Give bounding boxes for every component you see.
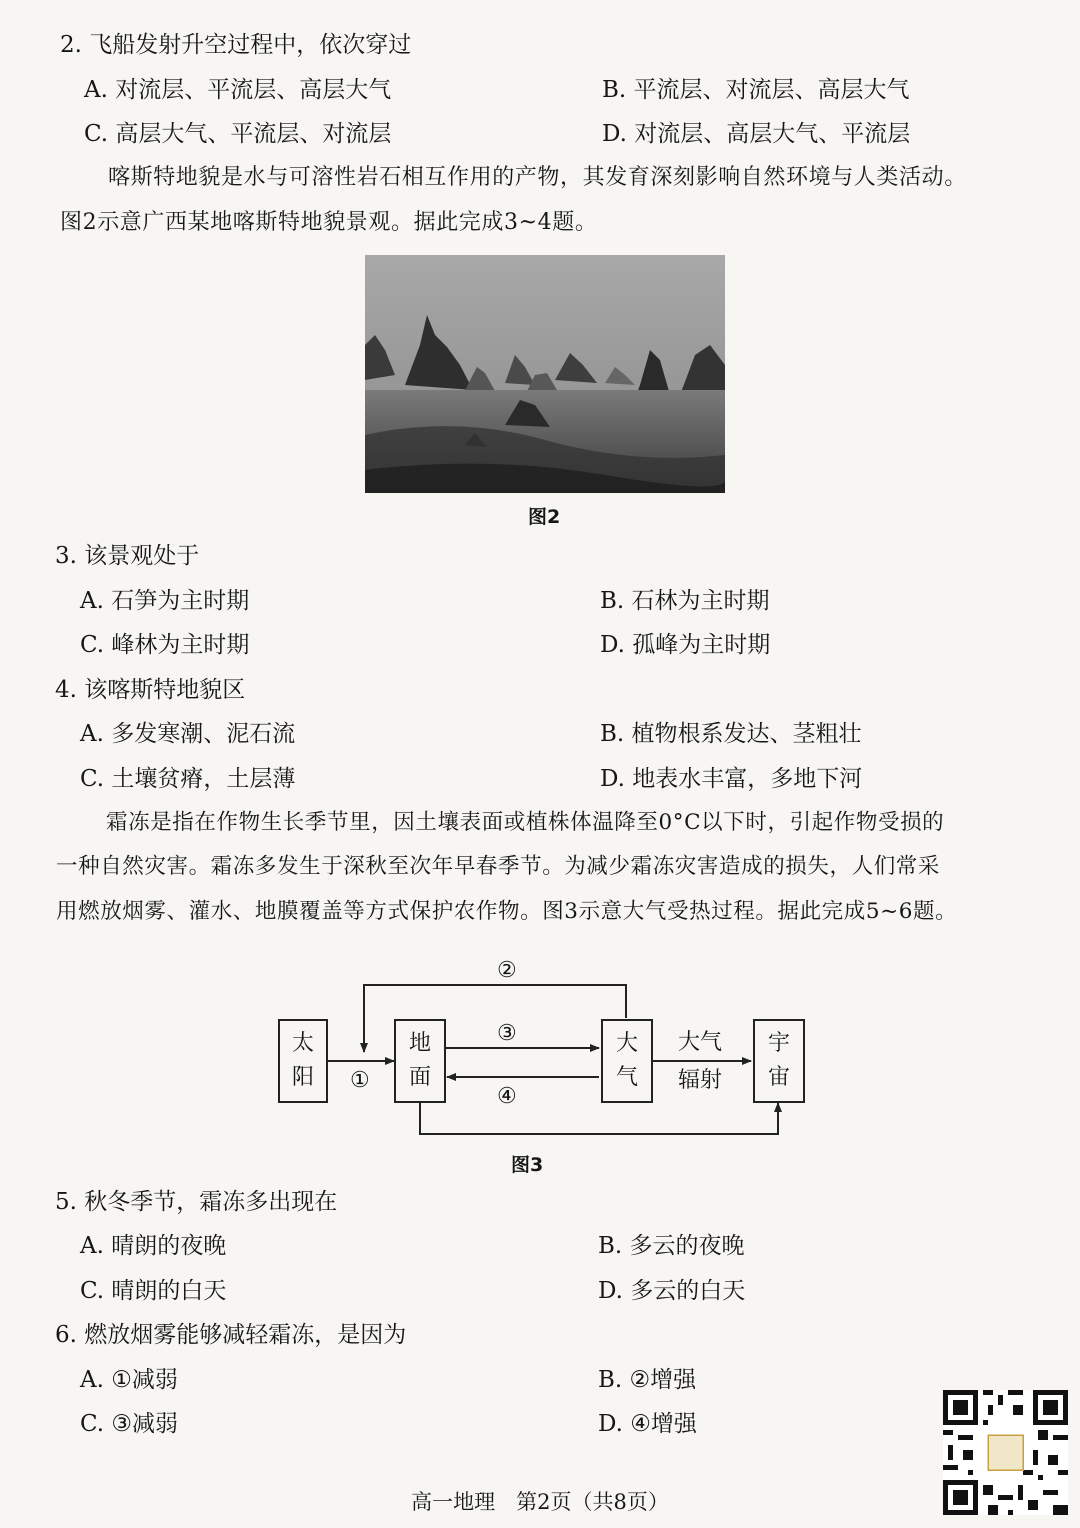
q6-option-a: A. ①减弱 bbox=[80, 1367, 178, 1393]
atmospheric-radiation-label-1: 大气 bbox=[678, 1030, 723, 1055]
q4-option-b: B. 植物根系发达、茎粗壮 bbox=[600, 721, 862, 747]
sun-label-1: 太 bbox=[291, 1031, 314, 1056]
q3-option-c: C. 峰林为主时期 bbox=[80, 632, 250, 658]
q4-option-a: A. 多发寒潮、泥石流 bbox=[80, 721, 296, 747]
atmosphere-label-1: 大 bbox=[615, 1031, 638, 1056]
q6-option-d: D. ④增强 bbox=[598, 1411, 697, 1437]
karst-intro-line2: 图2示意广西某地喀斯特地貌景观。据此完成3~4题。 bbox=[60, 210, 598, 235]
q3-option-a: A. 石笋为主时期 bbox=[80, 588, 250, 614]
q5-option-b: B. 多云的夜晚 bbox=[598, 1233, 745, 1259]
karst-intro-line1: 喀斯特地貌是水与可溶性岩石相互作用的产物，其发育深刻影响自然环境与人类活动。 bbox=[108, 165, 967, 190]
ground-box bbox=[394, 1019, 446, 1103]
sun-box bbox=[278, 1019, 328, 1103]
atmosphere-box bbox=[601, 1019, 653, 1103]
q2-stem: 2. 飞船发射升空过程中，依次穿过 bbox=[60, 32, 412, 58]
q3-stem: 3. 该景观处于 bbox=[55, 543, 200, 569]
q3-option-b: B. 石林为主时期 bbox=[600, 588, 770, 614]
q4-option-c: C. 土壤贫瘠，土层薄 bbox=[80, 766, 296, 792]
q5-stem: 5. 秋冬季节，霜冻多出现在 bbox=[55, 1189, 338, 1215]
q6-option-b: B. ②增强 bbox=[598, 1367, 697, 1393]
atmosphere-label-2: 气 bbox=[615, 1065, 638, 1090]
space-label-2: 宙 bbox=[767, 1065, 790, 1090]
ground-label-1: 地 bbox=[408, 1031, 431, 1056]
sun-label-2: 阳 bbox=[291, 1065, 314, 1090]
q6-stem: 6. 燃放烟雾能够减轻霜冻，是因为 bbox=[55, 1322, 407, 1348]
label-circled-4: ④ bbox=[497, 1084, 517, 1109]
space-label-1: 宇 bbox=[767, 1031, 790, 1056]
figure2-caption: 图2 bbox=[528, 506, 561, 528]
label-circled-1: ① bbox=[350, 1068, 370, 1093]
frost-intro-line1: 霜冻是指在作物生长季节里，因土壤表面或植株体温降至0°C以下时，引起作物受损的 bbox=[106, 810, 945, 835]
ground-label-2: 面 bbox=[408, 1065, 431, 1090]
frost-intro-line3: 用燃放烟雾、灌水、地膜覆盖等方式保护农作物。图3示意大气受热过程。据此完成5~6题。 bbox=[56, 899, 958, 924]
q4-option-d: D. 地表水丰富，多地下河 bbox=[600, 766, 863, 792]
label-circled-2: ② bbox=[497, 958, 517, 983]
q5-option-c: C. 晴朗的白天 bbox=[80, 1278, 227, 1304]
q6-option-c: C. ③减弱 bbox=[80, 1411, 179, 1437]
page-footer: 高一地理 第2页（共8页） bbox=[411, 1490, 669, 1514]
q4-stem: 4. 该喀斯特地貌区 bbox=[55, 677, 246, 703]
figure3-caption: 图3 bbox=[511, 1154, 544, 1176]
q3-option-d: D. 孤峰为主时期 bbox=[600, 632, 771, 658]
frost-intro-line2: 一种自然灾害。霜冻多发生于深秋至次年早春季节。为减少霜冻灾害造成的损失，人们常采 bbox=[56, 854, 941, 879]
space-box bbox=[753, 1019, 805, 1103]
q2-option-b: B. 平流层、对流层、高层大气 bbox=[602, 77, 910, 103]
q2-option-a: A. 对流层、平流层、高层大气 bbox=[84, 77, 392, 103]
q5-option-a: A. 晴朗的夜晚 bbox=[80, 1233, 227, 1259]
q5-option-d: D. 多云的白天 bbox=[598, 1278, 746, 1304]
q2-option-d: D. 对流层、高层大气、平流层 bbox=[602, 121, 911, 147]
q2-option-c: C. 高层大气、平流层、对流层 bbox=[84, 121, 392, 147]
label-circled-3: ③ bbox=[497, 1021, 517, 1046]
atmospheric-radiation-label-2: 辐射 bbox=[678, 1068, 723, 1093]
